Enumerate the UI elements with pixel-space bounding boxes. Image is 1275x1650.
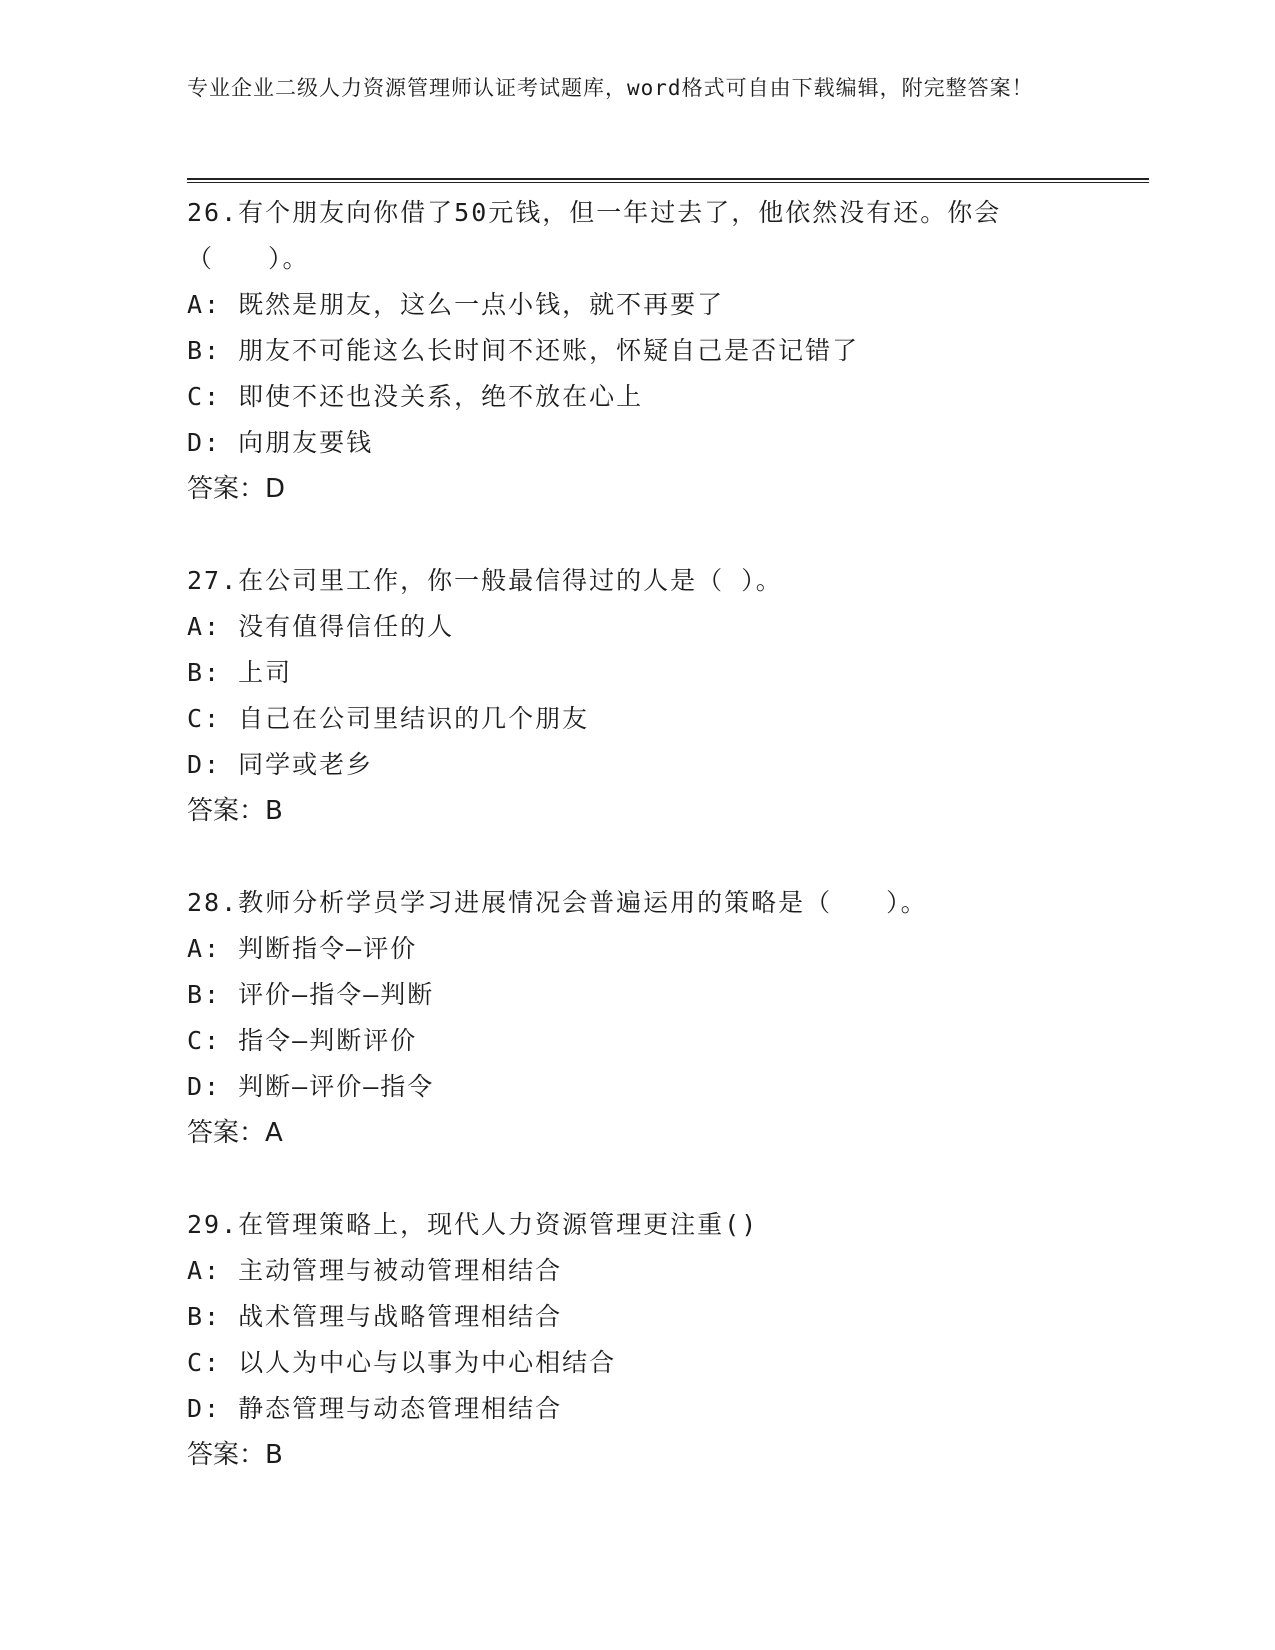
option-d: D: 判断—评价—指令 bbox=[187, 1072, 435, 1101]
option-b: B: 评价—指令—判断 bbox=[187, 980, 435, 1009]
option-b: B: 战术管理与战略管理相结合 bbox=[187, 1302, 563, 1331]
answer-line: 答案：D bbox=[187, 474, 286, 504]
option-a: A: 没有值得信任的人 bbox=[187, 612, 455, 641]
answer-line: 答案：A bbox=[187, 1118, 283, 1148]
document-header: 专业企业二级人力资源管理师认证考试题库，word格式可自由下载编辑，附完整答案！ bbox=[187, 76, 1034, 100]
question-list bbox=[187, 190, 1087, 1524]
option-d: D: 静态管理与动态管理相结合 bbox=[187, 1394, 563, 1423]
option-d: D: 同学或老乡 bbox=[187, 750, 374, 779]
question-stem: 29.在管理策略上，现代人力资源管理更注重() bbox=[187, 1210, 759, 1239]
question-stem: 27.在公司里工作，你一般最信得过的人是（ ）。 bbox=[187, 566, 783, 595]
option-b: B: 朋友不可能这么长时间不还账，怀疑自己是否记错了 bbox=[187, 336, 860, 365]
question-stem: 28.教师分析学员学习进展情况会普遍运用的策略是（ ）。 bbox=[187, 888, 928, 917]
option-d: D: 向朋友要钱 bbox=[187, 428, 374, 457]
question-26 bbox=[187, 190, 1087, 512]
option-a: A: 判断指令—评价 bbox=[187, 934, 418, 963]
header-divider-thin bbox=[187, 182, 1149, 183]
answer-line: 答案：B bbox=[187, 796, 283, 826]
option-c: C: 指令—判断评价 bbox=[187, 1026, 418, 1055]
option-c: C: 以人为中心与以事为中心相结合 bbox=[187, 1348, 617, 1377]
question-stem: 26.有个朋友向你借了50元钱，但一年过去了，他依然没有还。你会（ ）。 bbox=[187, 198, 1002, 273]
header-divider-thick bbox=[187, 178, 1149, 180]
option-c: C: 自己在公司里结识的几个朋友 bbox=[187, 704, 590, 733]
option-c: C: 即使不还也没关系，绝不放在心上 bbox=[187, 382, 644, 411]
option-b: B: 上司 bbox=[187, 658, 293, 687]
answer-line: 答案：B bbox=[187, 1440, 283, 1470]
question-29 bbox=[187, 1202, 1087, 1478]
option-a: A: 主动管理与被动管理相结合 bbox=[187, 1256, 563, 1285]
question-28 bbox=[187, 880, 1087, 1156]
question-27 bbox=[187, 558, 1087, 834]
option-a: A: 既然是朋友，这么一点小钱，就不再要了 bbox=[187, 290, 725, 319]
